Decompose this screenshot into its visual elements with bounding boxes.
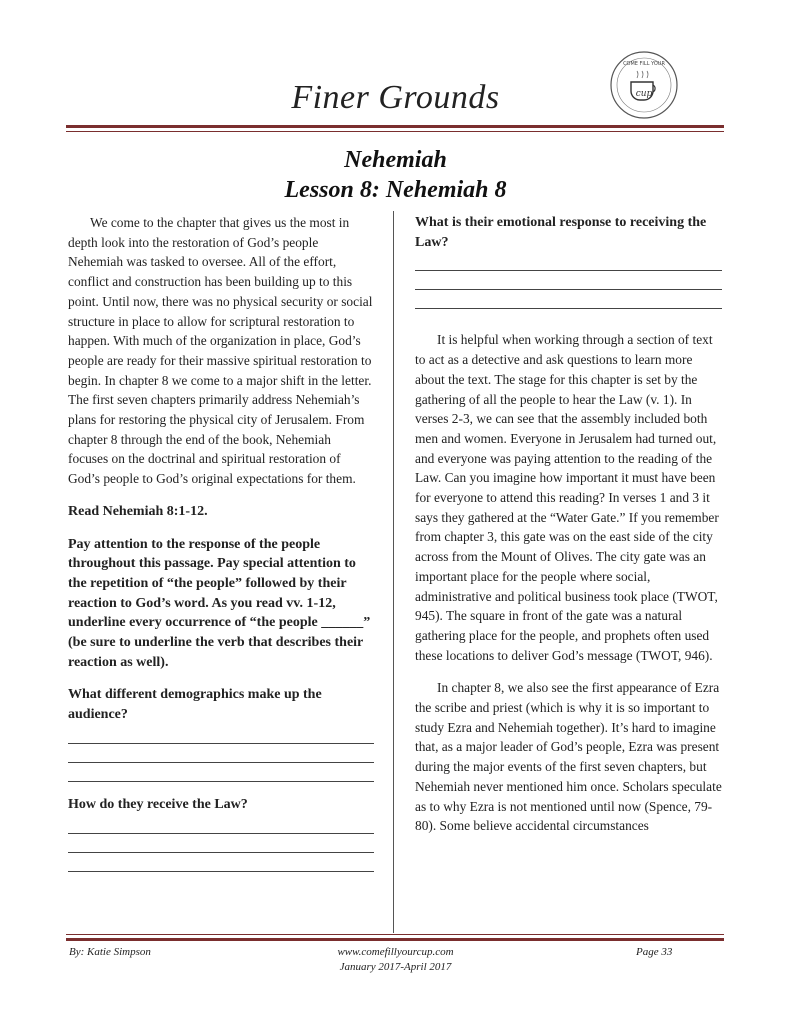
footer-url[interactable]: www.comefillyourcup.com [337,946,454,958]
answer-line[interactable] [415,290,722,309]
header-rule-thick [66,125,724,128]
footer-dates: January 2017-April 2017 [339,961,452,973]
footer-rule-thick [66,938,724,941]
answer-line[interactable] [68,815,374,834]
answer-line[interactable] [415,252,722,271]
answer-line[interactable] [68,853,374,872]
question-receive: How do they receive the Law? [68,796,248,812]
detective-paragraph: It is helpful when working through a section of text to act as a detective and ask questions to learn more about the text. The stage for this chapter is set by the gathering of all the people to hear the Law (v. 1). In verses 2-3, we can see that the assembly included both men and women. Everyone in Jerusalem had turned out, and everyone was paying attention to the reading of the Law. Can you imagine how important it must have been for everyone to attend this reading? In verses 1 and 3 it says they gathered at the “Water Gate.” If you remember from chapter 3, this gate was on the east side of the city across from the Mount of Olives. The city gate was an important place for the people where social, administrative and political business took place (TWOT, 945). The square in front of the gate was a natural gathering place for the people, and prophets often used these locations to deliver God’s message (TWOT, 946). [415,332,719,663]
ezra-paragraph: In chapter 8, we also see the first appearance of Ezra the scribe and priest (which is why it is so important to study Ezra and Nehemiah together). It’s hard to imagine that, as a major leader of God’s people, Ezra was present during the major events of the first seven chapters, but Nehemiah never mentioned him once. Scholars speculate as to why Ezra is not mentioned until now (Spence, 79-80). Some believe accidental circumstances [415,680,722,834]
answer-line[interactable] [415,271,722,290]
intro-paragraph: We come to the chapter that gives us the most in depth look into the restoration of God’s people Nehemiah was tasked to oversee. All of the effort, conflict and construction has been building up to this point. Until now, there was no physical security or social structure in place to allow for scriptural restoration to happen. With much of the organization in place, God’s people are ready for their massive spiritual restoration to begin. In chapter 8 we come to a major shift in the letter. The first seven chapters primarily address Nehemiah’s plans for restoring the physical city of Jerusalem. From chapter 8 through the end of the book, Nehemiah focuses on the doctrinal and spiritual restoration of God’s people to God’s original expectations for them. [68,215,373,487]
attention-instruction: Pay attention to the response of the people throughout this passage. Pay special attention to the repetition of “the people” followed by their reaction to God’s word. As you read vv. 1-12, underline every occurrence of “the people ______” (be sure to underline the verb that describes their reaction as well). [68,536,371,670]
footer-author: By: Katie Simpson [69,946,151,958]
answer-line[interactable] [68,834,374,853]
footer-page-number: Page 33 [636,946,673,958]
left-column [68,213,374,872]
svg-text:cup: cup [635,89,653,99]
read-instruction: Read Nehemiah 8:1-12. [68,503,208,519]
site-title: Finer Grounds [291,79,500,116]
column-divider [393,211,394,933]
svg-text:COME FILL YOUR: COME FILL YOUR [623,61,665,67]
answer-line[interactable] [68,763,374,782]
question-demographics: What different demographics make up the audience? [68,687,322,723]
answer-line[interactable] [68,725,374,744]
lesson-title: Lesson 8: Nehemiah 8 [284,177,507,203]
header-rule-thin [66,131,724,132]
answer-line[interactable] [68,744,374,763]
question-emotional: What is their emotional response to receiving the Law? [415,215,707,250]
book-title: Nehemiah [344,147,447,173]
footer-rule-thin [66,934,724,935]
right-column [415,213,722,836]
